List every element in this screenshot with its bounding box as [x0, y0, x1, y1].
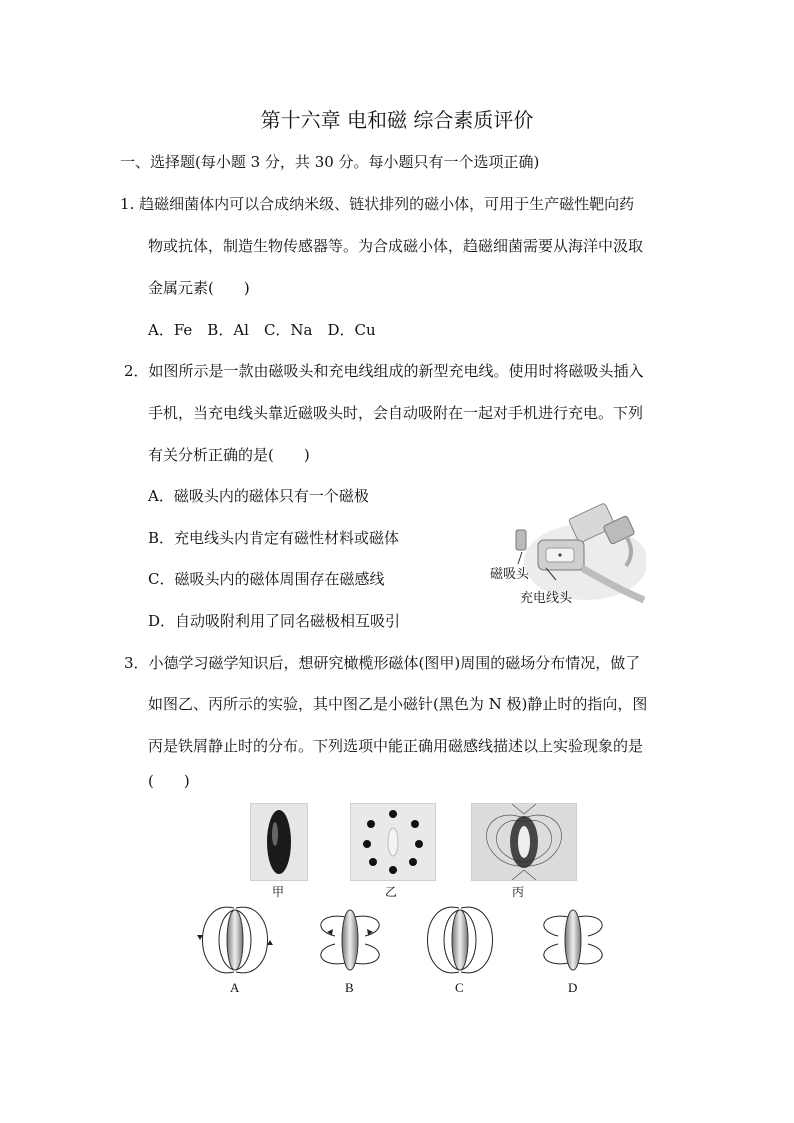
option-b-label: B — [345, 980, 354, 995]
q3-line-1: 3．小德学习磁学知识后，想研究橄榄形磁体(图甲)周围的磁场分布情况，做了 — [124, 654, 641, 672]
option-d-diagram — [528, 900, 618, 980]
q1-line-2: 物或抗体，制造生物传感器等。为合成磁小体，趋磁细菌需要从海洋中汲取 — [148, 237, 644, 255]
option-c-diagram — [415, 900, 505, 980]
q2-option-b: B．充电线头内肯定有磁性材料或磁体 — [148, 529, 400, 547]
iron-filings-photo — [471, 803, 577, 881]
section-heading: 一、选择题(每小题 3 分，共 30 分。每小题只有一个选项正确) — [120, 153, 540, 171]
compass-needles-photo — [350, 803, 436, 881]
photo-label-yi: 乙 — [385, 885, 398, 899]
option-c-label: C — [455, 980, 464, 995]
magnetic-head-label: 磁吸头 — [490, 567, 530, 582]
option-a-label: A — [230, 980, 240, 995]
q3-line-2: 如图乙、丙所示的实验，其中图乙是小磁针(黑色为 N 极)静止时的指向，图 — [148, 695, 648, 713]
photo-label-bing: 丙 — [512, 885, 525, 899]
q1-line-3: 金属元素( ) — [148, 279, 250, 297]
olive-magnet-photo — [250, 803, 308, 881]
q3-line-3: 丙是铁屑静止时的分布。下列选项中能正确用磁感线描述以上实验现象的是 — [148, 737, 644, 755]
q2-option-d: D．自动吸附利用了同名磁极相互吸引 — [148, 612, 401, 630]
option-a-diagram — [190, 900, 280, 980]
page-title: 第十六章 电和磁 综合素质评价 — [260, 108, 534, 132]
photo-label-jia: 甲 — [272, 885, 285, 899]
q1-line-1: 1. 趋磁细菌体内可以合成纳米级、链状排列的磁小体，可用于生产磁性靶向药 — [120, 195, 635, 213]
option-d-label: D — [568, 980, 578, 995]
q2-option-c: C．磁吸头内的磁体周围存在磁感线 — [148, 570, 385, 588]
q1-options: A．Fe B．Al C．Na D．Cu — [148, 321, 376, 339]
q2-line-3: 有关分析正确的是( ) — [148, 446, 310, 464]
q2-option-a: A．磁吸头内的磁体只有一个磁极 — [148, 487, 369, 505]
q2-line-2: 手机，当充电线头靠近磁吸头时，会自动吸附在一起对手机进行充电。下列 — [148, 404, 644, 422]
q3-line-4: ( ) — [148, 772, 190, 790]
cable-head-label: 充电线头 — [520, 591, 573, 606]
option-b-diagram — [305, 900, 395, 980]
q2-line-1: 2．如图所示是一款由磁吸头和充电线组成的新型充电线。使用时将磁吸头插入 — [124, 362, 644, 380]
